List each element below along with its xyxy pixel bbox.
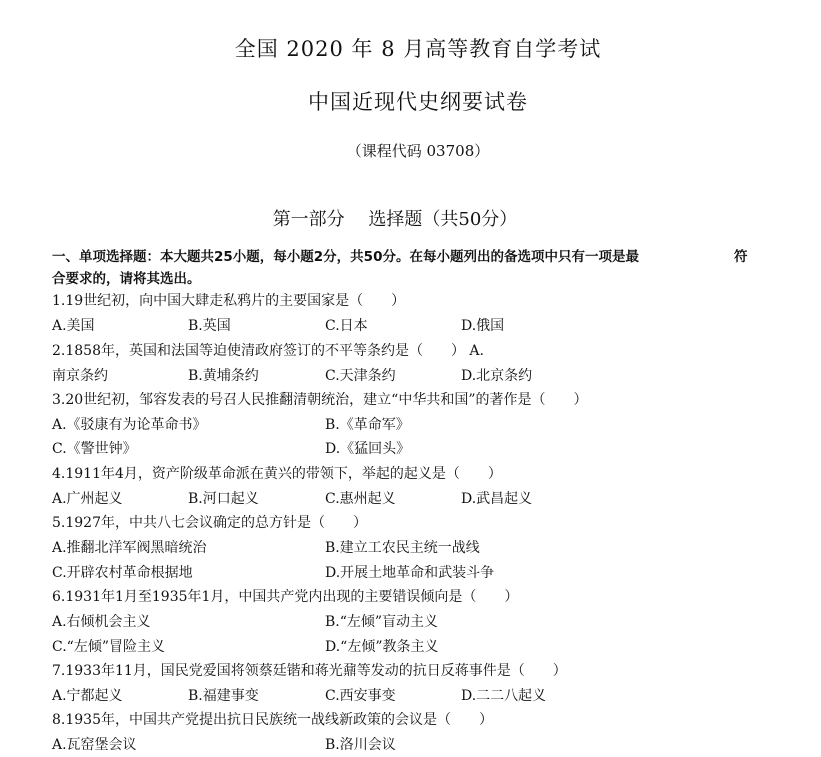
option-b: B.洛川会议 bbox=[325, 737, 396, 753]
option-b: B.“左倾”盲动主义 bbox=[325, 614, 439, 630]
option-b: B.福建事变 bbox=[188, 688, 259, 704]
option-b: B.《革命军》 bbox=[325, 417, 410, 433]
question-stem: 3.20世纪初，邹容发表的号召人民推翻清朝统治，建立“中华共和国”的著作是（ ） bbox=[52, 392, 588, 408]
option-c: C.《警世钟》 bbox=[52, 441, 137, 457]
question-stem: 8.1935年，中国共产党提出抗日民族统一战线新政策的会议是（ ） bbox=[52, 712, 493, 728]
instructions-line-2: 合要求的，请将其选出。 bbox=[52, 271, 201, 287]
option-c: C.天津条约 bbox=[325, 368, 396, 384]
question-stem: 1.19世纪初，向中国大肆走私鸦片的主要国家是（ ） bbox=[52, 293, 406, 309]
option-c: C.惠州起义 bbox=[325, 491, 396, 507]
option-a: A.瓦窑堡会议 bbox=[52, 737, 137, 753]
option-a: A.宁都起义 bbox=[52, 688, 123, 704]
option-a: A.美国 bbox=[52, 318, 95, 334]
option-d: D.俄国 bbox=[461, 318, 505, 334]
option-b: B.河口起义 bbox=[188, 491, 259, 507]
option-c: C.日本 bbox=[325, 318, 368, 334]
exam-title: 全国 2020 年 8 月高等教育自学考试 bbox=[234, 37, 602, 61]
question-stem: 6.1931年1月至1935年1月，中国共产党内出现的主要错误倾向是（ ） bbox=[52, 589, 519, 605]
option-b: B.建立工农民主统一战线 bbox=[325, 540, 480, 556]
option-d: D.“左倾”教条主义 bbox=[325, 639, 439, 655]
question-stem: 7.1933年11月，国民党爱国将领蔡廷锴和蒋光鼐等发动的抗日反蒋事件是（ ） bbox=[52, 663, 567, 679]
option-c: C.开辟农村革命根据地 bbox=[52, 565, 193, 581]
option-a: A.右倾机会主义 bbox=[52, 614, 151, 630]
option-d: D.开展土地革命和武装斗争 bbox=[325, 565, 495, 581]
option-a: A.广州起义 bbox=[52, 491, 123, 507]
option-a: A.《驳康有为论革命书》 bbox=[52, 417, 207, 433]
option-a: A.推翻北洋军阀黑暗统治 bbox=[52, 540, 207, 556]
option-d: D.北京条约 bbox=[461, 368, 533, 384]
question-stem: 2.1858年，英国和法国等迫使清政府签订的不平等条约是（ ） A. bbox=[52, 343, 484, 359]
option-d: D.二二八起义 bbox=[461, 688, 547, 704]
question-stem: 4.1911年4月，资产阶级革命派在黄兴的带领下，举起的起义是（ ） bbox=[52, 466, 502, 482]
instructions-line-1: 一、单项选择题：本大题共25小题，每小题2分，共50分。在每小题列出的备选项中只有一项是最 bbox=[52, 249, 639, 265]
option-a: 南京条约 bbox=[52, 368, 108, 384]
exam-subtitle: 中国近现代史纲要试卷 bbox=[308, 90, 528, 114]
part-title: 第一部分 选择题（共50分） bbox=[272, 209, 518, 230]
option-c: C.“左倾”冒险主义 bbox=[52, 639, 165, 655]
option-d: D.《猛回头》 bbox=[325, 441, 411, 457]
section-instructions bbox=[52, 246, 752, 290]
option-d: D.武昌起义 bbox=[461, 491, 533, 507]
course-code: （课程代码 03708） bbox=[346, 142, 490, 160]
option-b: B.黄埔条约 bbox=[188, 368, 259, 384]
instructions-tail: 符 bbox=[734, 249, 748, 265]
question-stem: 5.1927年，中共八七会议确定的总方针是（ ） bbox=[52, 515, 367, 531]
option-b: B.英国 bbox=[188, 318, 231, 334]
option-c: C.西安事变 bbox=[325, 688, 396, 704]
